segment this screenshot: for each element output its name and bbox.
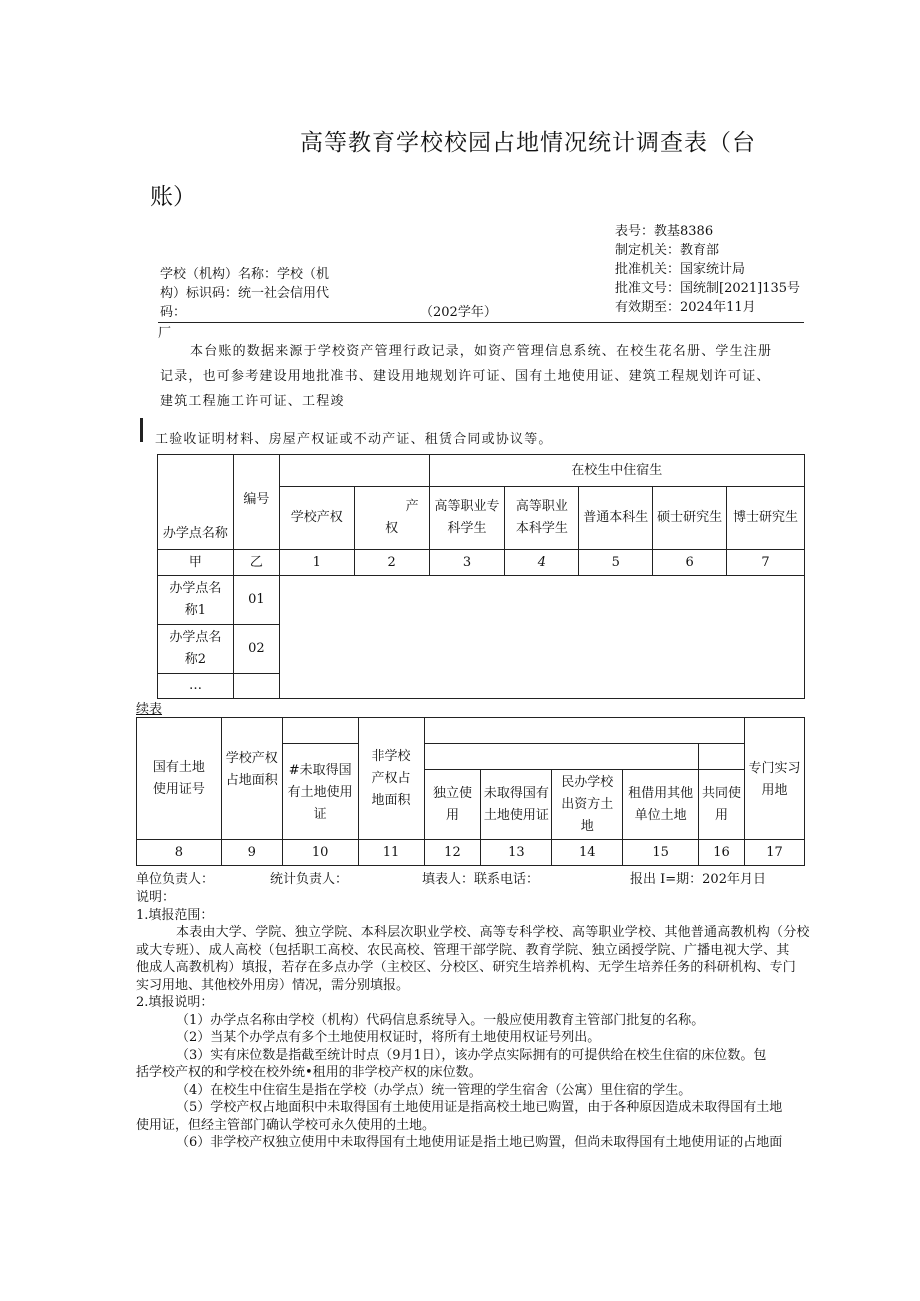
index-cell: 甲 (158, 550, 234, 576)
header-school-property: 学校产权 (279, 487, 354, 550)
header-no-cert (481, 770, 552, 840)
intro-text (160, 339, 820, 414)
header-vocational-college (429, 487, 505, 550)
header-blank (424, 744, 699, 770)
header-line: 地 (580, 818, 594, 834)
header-site-name: 办学点名称 (158, 455, 234, 550)
site-name-line: 办学点名 (169, 630, 222, 645)
header-line: 共同使 (702, 785, 742, 801)
notes-paragraph: 实习用地、其他校外用房）情况，需分别填报。 (136, 977, 410, 993)
corner-mark: 厂 (158, 326, 172, 341)
site-name-line: 办学点名 (169, 581, 222, 596)
header-line: 用地 (761, 783, 788, 798)
header-line: 用 (445, 807, 459, 823)
notes-item: （1）办学点名称由学校（机构）代码信息系统导入。一般应使用教育主管部门批复的名称。 (176, 1012, 705, 1028)
notes-item: （4）在校生中住宿生是指在学校（办学点）统一管理的学生宿舍（公寓）里住宿的学生。 (176, 1082, 692, 1098)
notes-paragraph: 或大专班）、成人高校（包括职工高校、农民高校、管理干部学院、教育学院、独立函授学院、广播电视大学、其 (136, 942, 790, 958)
index-cell: 8 (137, 840, 222, 866)
school-id-line: 构）标识码：统一社会信用代 (160, 286, 330, 301)
header-school-land-area (221, 718, 282, 840)
header-blank (699, 744, 745, 770)
ellipsis-cell: … (158, 674, 234, 699)
header-line: 有土地使用 (287, 785, 353, 800)
page-title: 高等教育学校校园占地情况统计调查表（台 (300, 130, 756, 156)
made-by: 制定机关：教育部 (615, 243, 720, 258)
header-line: #未取得国 (288, 763, 352, 778)
page-title-continued: 账） (150, 184, 196, 210)
header-line: 民办学校 (561, 774, 614, 790)
header-master: 硕士研究生 (653, 487, 727, 550)
approved-by: 批准机关：国家统计局 (615, 262, 746, 277)
header-undergrad: 普通本科生 (579, 487, 653, 550)
notes-section-title: 2.填报说明： (136, 995, 214, 1010)
index-cell: 2 (354, 550, 429, 576)
header-line: 独立使 (432, 785, 472, 801)
header-property (354, 487, 429, 550)
filler-contact: 填表人：联系电话： (422, 872, 540, 887)
header-code: 编号 (233, 455, 279, 550)
index-cell: 1 (279, 550, 354, 576)
notes-paragraph: 本表由大学、学院、独立学院、本科层次职业学校、高等专科学校、高等职业学校、其他普通高教机构（分校 (176, 925, 810, 940)
continued-label: 续表 (136, 702, 163, 717)
notes-section-title: 1.填报范围： (136, 907, 214, 923)
index-cell: 12 (424, 840, 481, 866)
school-info (160, 265, 329, 322)
header-line: 占地面积 (225, 773, 278, 788)
divider (158, 322, 804, 323)
index-cell: 3 (429, 550, 505, 576)
notes-item: （2）当某个办学点有多个土地使用权证时，将所有土地使用权证号列出。 (176, 1030, 601, 1045)
margin-bar (140, 418, 143, 442)
approval-doc: 批准文号：国统制[2021]135号 (615, 281, 801, 296)
index-cell: 6 (653, 550, 727, 576)
header-line: 单位土地 (634, 807, 687, 823)
header-land-cert-no (137, 718, 222, 840)
header-line: 高等职业专 (434, 499, 500, 514)
header-line: 产权占 (371, 771, 411, 786)
header-line: 用 (715, 807, 729, 823)
header-property-a: 产 (405, 499, 419, 514)
header-blank (282, 718, 358, 744)
site-name-cell (158, 576, 234, 625)
site-name-cell (158, 625, 234, 674)
index-cell: 17 (745, 840, 805, 866)
report-date: 报出 I=期：202年月日 (630, 872, 766, 887)
site-code-cell: 02 (233, 625, 279, 674)
index-cell: 乙 (233, 550, 279, 576)
index-cell: 7 (727, 550, 805, 576)
site-name-line: 称1 (184, 603, 207, 618)
index-cell: 4 (505, 550, 579, 576)
data-area (279, 576, 804, 699)
intro-line: 记录，也可参考建设用地批准书、建设用地规划许可证、国有土地使用证、建筑工程规划许可证、 (160, 369, 771, 384)
notes-item: 括学校产权的和学校在校外统•租用的非学校产权的床位数。 (136, 1065, 482, 1080)
school-code-line: 码： (160, 305, 187, 320)
intro-line: 本台账的数据来源于学校资产管理行政记录，如资产管理信息系统、在校生花名册、学生注册 (190, 344, 773, 359)
notes (136, 889, 826, 1152)
header-leased-land (623, 770, 699, 840)
notes-item: 使用证，但经主管部门确认学校可永久使用的土地。 (136, 1117, 436, 1133)
notes-item: （6）非学校产权独立使用中未取得国有土地使用证是指土地已购置，但尚未取得国有土地使用证的占地面 (176, 1135, 783, 1150)
header-non-school-land (358, 718, 424, 840)
header-line: 本科学生 (515, 521, 568, 536)
header-line: 未取得国有 (483, 785, 549, 801)
land-table (136, 717, 805, 866)
intro-line: 建筑工程施工许可证、工程竣 (160, 394, 345, 409)
dorm-table (157, 454, 805, 699)
header-dorm-students: 在校生中住宿生 (429, 455, 804, 487)
form-meta (615, 222, 800, 317)
valid-until: 有效期至：2024年11月 (615, 300, 756, 315)
index-cell: 15 (623, 840, 699, 866)
empty-cell (233, 674, 279, 699)
header-private-investor-land (552, 770, 623, 840)
school-name-line: 学校（机构）名称：学校（机 (160, 267, 330, 282)
header-blank (279, 455, 429, 487)
index-cell: 5 (579, 550, 653, 576)
header-property-b: 权 (385, 521, 399, 536)
notes-item: （5）学校产权占地面积中未取得国有土地使用证是指高校土地已购置，由于各种原因造成未取得国有土地 (176, 1100, 783, 1115)
index-cell: 10 (282, 840, 358, 866)
index-cell: 9 (221, 840, 282, 866)
intro-line: 工验收证明材料、房屋产权证或不动产证、租赁合同或协议等。 (155, 432, 553, 447)
index-cell: 13 (481, 840, 552, 866)
header-shared-use (699, 770, 745, 840)
unit-head: 单位负责人： (136, 872, 215, 887)
header-line: 科学生 (447, 521, 487, 536)
header-internship-land (745, 718, 805, 840)
header-line: 证 (313, 807, 327, 822)
index-cell: 16 (699, 840, 745, 866)
stat-head: 统计负责人： (270, 872, 349, 887)
index-cell: 11 (358, 840, 424, 866)
header-line: 国有土地 (152, 759, 205, 775)
header-line: 学校产权 (225, 751, 278, 766)
index-cell: 14 (552, 840, 623, 866)
header-line: 高等职业 (515, 499, 568, 514)
site-name-line: 称2 (184, 652, 207, 667)
header-line: 非学校 (371, 749, 411, 764)
header-line: 出资方土 (561, 796, 614, 812)
school-year: （202学年） (420, 305, 497, 320)
notes-title: 说明： (136, 890, 176, 905)
header-no-land-cert (282, 744, 358, 840)
site-code-cell: 01 (233, 576, 279, 625)
header-line: 地面积 (371, 793, 411, 808)
header-phd: 博士研究生 (727, 487, 805, 550)
notes-paragraph: 他成人高教机构）填报，若存在多点办学（主校区、分校区、研究生培养机构、无学生培养任务的科研机构、专门 (136, 960, 797, 975)
header-line: 土地使用证 (483, 807, 549, 823)
header-independent-use (424, 770, 481, 840)
header-vocational-bachelor (505, 487, 579, 550)
form-number: 表号：教基8386 (615, 224, 714, 239)
header-line: 使用证号 (152, 781, 205, 797)
header-line: 租借用其他 (628, 785, 694, 801)
header-blank (424, 718, 745, 744)
header-line: 专门实习 (748, 761, 801, 776)
notes-item: （3）实有床位数是指截至统计时点（9月1日），该办学点实际拥有的可提供给在校生住宿的床位数。包 (176, 1047, 767, 1063)
